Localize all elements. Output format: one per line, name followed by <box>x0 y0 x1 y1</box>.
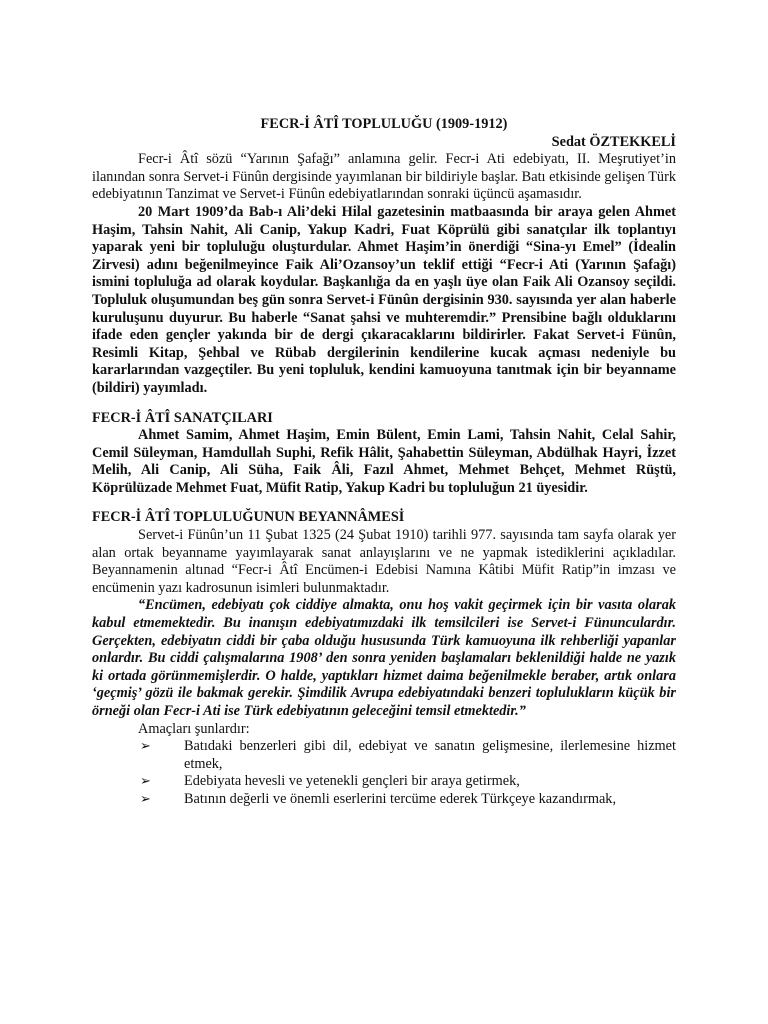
founding-paragraph: 20 Mart 1909’da Bab-ı Ali’deki Hilal gazetesinin matbaasında bir araya gelen Ahmet Haşim, Tahsin Nahit, Ali Canip, Yakup Kadri, Fuat Köprülü gibi sanatçılar ilk toplantıyı yaparak yeni bir topluluğu oluşturdular. Ahmet Haşim’in önerdiği “Sina-yı Emel” (İdealin Zirvesi) adını beğenilmeyince Faik Ali’Ozansoy’un teklif ettiği “Fecr-i Ati (Yarının Şafağı) ismini topluluğa ad olarak koydular. Başkanlığa da en yaşlı üye olan Faik Ali Ozansoy seçildi. Topluluk oluşumundan beş gün sonra Servet-i Fünûn dergisinin 930. sayısında yer alan haberle kuruluşunu duyurur. Bu haberle “Sanat şahsi ve muhteremdir.” Prensibine bağlı olduklarını ifade eden gençler yakında bir de dergi çıkaracaklarını bildirirler. Fakat Servet-i Fünûn, Resimli Kitap, Şehbal ve Rübab dergilerinin kendilerine kucak açması nedeniyle bu kararlarından vazgeçtiler. Bu yeni topluluk, kendini kamuoyuna tanıtmak için bir beyanname (bildiri) yayımladı. <box>92 203 676 396</box>
aims-list-item <box>138 738 676 773</box>
manifesto-paragraph: Servet-i Fünûn’un 11 Şubat 1325 (24 Şubat 1910) tarihli 977. sayısında tam sayfa olarak yer alan ortak beyanname yayımlayarak sanat anlayışlarını ve ne yapmak istediklerini açıkladılar. Beyannamenin altınad “Fecr-i Âtî Encümen-i Edebisi Namına Kâtibi Müfit Ratip”in imzası ve encümenin yazı kadrosunun isimleri bulunmaktadır. <box>92 527 676 596</box>
arrow-bullet-icon: ➢ <box>140 791 151 807</box>
aims-item-text: Edebiyata hevesli ve yetenekli gençleri bir araya getirmek, <box>184 773 520 790</box>
aims-item-text: Batıdaki benzerleri gibi dil, edebiyat ve sanatın gelişmesine, ilerlemesine hizmet etmek, <box>184 738 676 772</box>
arrow-bullet-icon: ➢ <box>140 739 151 755</box>
author-name: Sedat ÖZTEKKELİ <box>551 133 676 150</box>
aims-item-text: Batının değerli ve önemli eserlerini tercüme ederek Türkçeye kazandırmak, <box>184 790 617 807</box>
aims-list <box>92 738 676 808</box>
manifesto-quote: “Encümen, edebiyatı çok ciddiye almakta, onu hoş vakit geçirmek için bir vasıta olarak kabul etmemektedir. Bu inanışın edebiyatımızdaki ilk temsilcileri ise Servet-i Fünunculardır. Gerçekten, edebiyatın ciddi bir çaba olduğu hususunda Türk kamuoyuna ilk rehberliği yapanlar onlardır. Bu ciddi çalışmalarına 1908’ den sonra yeniden başlamaları beklenildiği halde ne yazık ki ortada görünmemişlerdir. O halde, yaptıkları hizmet daima beğenilmekle beraber, artık onlara ‘geçmiş’ gözü ile bakmak gerekir. Şimdilik Avrupa edebiyatındaki benzeri toplulukların küçük bir örneği olan Fecr-i Ati ise Türk edebiyatının geleceğini temsil etmektedir.” <box>92 597 676 719</box>
document-title: FECR-İ ÂTÎ TOPLULUĞU (1909-1912) <box>260 116 508 132</box>
aims-list-item <box>138 791 676 809</box>
intro-paragraph: Fecr-i Âtî sözü “Yarının Şafağı” anlamına gelir. Fecr-i Ati edebiyatı, II. Meşrutiyet’in ilanından sonra Servet-i Fünûn dergisinde yayımlanan bir bildiriyle başlar. Batı etkisinde gelişen Türk edebiyatının Tanzimat ve Servet-i Fünûn edebiyatlarından sonraki üçüncü aşamasıdır. <box>92 151 676 203</box>
aims-heading: Amaçları şunlardır: <box>138 720 250 737</box>
aims-list-item <box>138 773 676 791</box>
artists-heading: FECR-İ ÂTÎ SANATÇILARI <box>92 409 273 426</box>
arrow-bullet-icon: ➢ <box>140 774 151 790</box>
manifesto-heading: FECR-İ ÂTÎ TOPLULUĞUNUN BEYANNÂMESİ <box>92 509 405 526</box>
document-page <box>92 116 676 809</box>
artists-paragraph: Ahmet Samim, Ahmet Haşim, Emin Bülent, Emin Lami, Tahsin Nahit, Celal Sahir, Cemil Süleyman, Hamdullah Suphi, Refik Hâlit, Şahabettin Süleyman, Abdülhak Hayri, İzzet Melih, Ali Canip, Ali Süha, Faik Âli, Fazıl Ahmet, Mehmet Behçet, Mehmet Rüştü, Köprülüzade Mehmet Fuat, Müfit Ratip, Yakup Kadri bu topluluğun 21 üyesidir. <box>92 427 676 496</box>
